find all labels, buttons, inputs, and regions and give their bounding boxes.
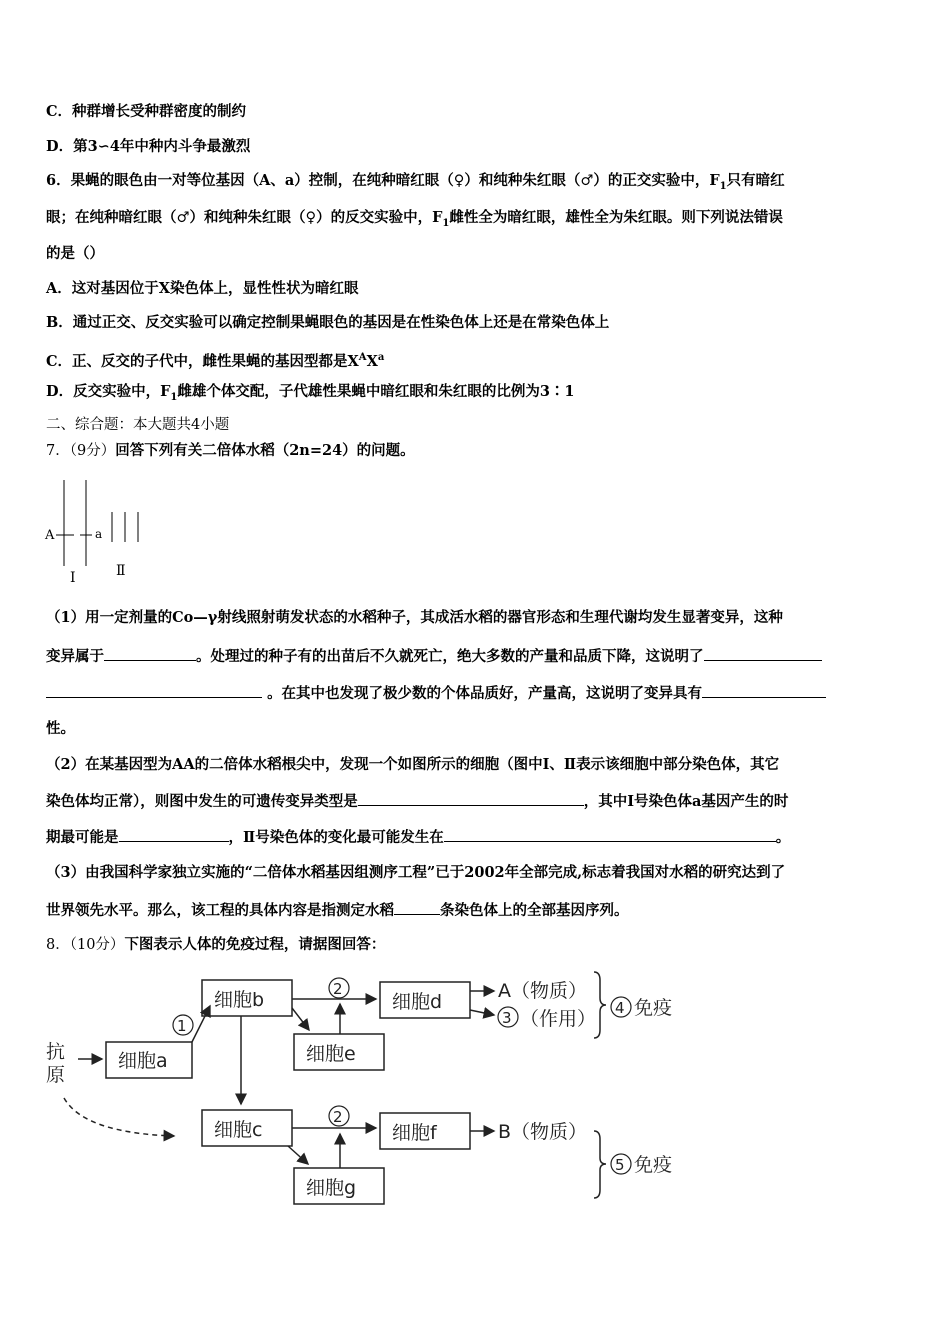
q6-stem-line3: 的是（） bbox=[46, 245, 104, 262]
arrow-antigen-to-c bbox=[64, 1098, 174, 1136]
q7-part2-line3: 期最可能是 ，Ⅱ号染色体的变化最可能发生在 。 bbox=[46, 829, 791, 846]
q6-option-c: C．正、反交的子代中，雌性果蝇的基因型都是$X^AX^a$ bbox=[46, 352, 385, 370]
answer-blank[interactable] bbox=[104, 646, 196, 661]
cell-f-label: 细胞f bbox=[392, 1122, 437, 1144]
output-3-label: （作用） bbox=[520, 1008, 597, 1030]
brace-5 bbox=[594, 1131, 606, 1198]
mark-5: 5 bbox=[615, 1156, 625, 1174]
arrow-d-to-3 bbox=[470, 1010, 494, 1015]
antigen-label-1: 抗 bbox=[46, 1041, 66, 1063]
q6-option-d: D．反交实验中，$F_1$雌雄个体交配，子代雄性果蝇中暗红眼和朱红眼的比例为3∶1 bbox=[46, 383, 575, 403]
label-I: I bbox=[70, 570, 76, 586]
cell-e-label: 细胞e bbox=[306, 1043, 356, 1065]
mark-2-top: 2 bbox=[333, 980, 343, 998]
answer-blank[interactable] bbox=[704, 646, 822, 661]
output-B-label: B（物质） bbox=[498, 1121, 588, 1143]
q7-part3-line2: 世界领先水平。那么，该工程的具体内容是指测定水稻 条染色体上的全部基因序列。 bbox=[46, 902, 629, 919]
arrow-b-to-e bbox=[292, 1008, 309, 1030]
cell-c-label: 细胞c bbox=[214, 1119, 263, 1141]
cell-a-label: 细胞a bbox=[118, 1050, 168, 1072]
q6-option-a: A．这对基因位于X染色体上，显性性状为暗红眼 bbox=[46, 280, 359, 297]
label-a: a bbox=[95, 527, 103, 541]
q7-stem: 7．（9分）回答下列有关二倍体水稻（2n=24）的问题。 bbox=[46, 442, 415, 459]
antigen-label-2: 原 bbox=[46, 1064, 66, 1086]
answer-blank[interactable] bbox=[444, 827, 776, 842]
arrow-a-to-b bbox=[192, 1006, 210, 1042]
mark-4: 4 bbox=[615, 999, 625, 1017]
answer-blank[interactable] bbox=[358, 791, 584, 806]
q7-part2-line2: 染色体均正常），则图中发生的可遗传变异类型是 ，其中Ⅰ号染色体a基因产生的时 bbox=[46, 793, 789, 810]
mark-3: 3 bbox=[502, 1009, 512, 1027]
q6-stem-line2: 眼；在纯种暗红眼（♂）和纯种朱红眼（♀）的反交实验中，$F_1$雌性全为暗红眼，雄性全为朱红眼。则下列说法错误 bbox=[46, 209, 783, 229]
immunity-4-label: 免疫 bbox=[634, 997, 673, 1019]
q7-part2-line1: （2）在某基因型为AA的二倍体水稻根尖中，发现一个如图所示的细胞（图中Ⅰ、Ⅱ表示该细胞中部分染色体，其它 bbox=[46, 756, 780, 773]
q7-part1-line4: 性。 bbox=[46, 720, 75, 737]
chromosome-figure bbox=[44, 478, 154, 588]
label-A: A bbox=[45, 528, 55, 543]
cell-b-label: 细胞b bbox=[214, 989, 265, 1011]
q8-stem: 8．（10分）下图表示人体的免疫过程，请据图回答： bbox=[46, 936, 386, 953]
immunity-5-label: 免疫 bbox=[634, 1154, 673, 1176]
q5-option-d: D．第3∽4年中种内斗争最激烈 bbox=[46, 138, 251, 155]
answer-blank[interactable] bbox=[46, 683, 262, 698]
cell-g-label: 细胞g bbox=[306, 1177, 357, 1199]
q5-option-c: C．种群增长受种群密度的制约 bbox=[46, 103, 247, 120]
q7-part1-line3: 。在其中也发现了极少数的个体品质好，产量高，这说明了变异具有 bbox=[46, 683, 908, 704]
answer-blank[interactable] bbox=[702, 683, 826, 698]
arrow-c-to-g bbox=[288, 1146, 308, 1164]
section-heading: 二、综合题：本大题共4小题 bbox=[46, 417, 230, 433]
answer-blank[interactable] bbox=[119, 827, 229, 842]
mark-2-bottom: 2 bbox=[333, 1108, 343, 1126]
output-A-label: A（物质） bbox=[498, 980, 587, 1002]
mark-1: 1 bbox=[177, 1017, 187, 1035]
q6-stem-line1: 6．果蝇的眼色由一对等位基因（A、a）控制，在纯种暗红眼（♀）和纯种朱红眼（♂）的正交实验中，$F_1$只有暗红 bbox=[46, 172, 785, 192]
q6-option-b: B．通过正交、反交实验可以确定控制果蝇眼色的基因是在性染色体上还是在常染色体上 bbox=[46, 314, 610, 331]
answer-blank[interactable] bbox=[394, 900, 440, 915]
q7-part1-line2: 变异属于 。处理过的种子有的出苗后不久就死亡，绝大多数的产量和品质下降，这说明了 bbox=[46, 646, 908, 667]
label-II: Ⅱ bbox=[116, 563, 126, 579]
q7-part1-line1: （1）用一定剂量的Co—γ射线照射萌发状态的水稻种子，其成活水稻的器官形态和生理代谢均发生显著变异，这种 bbox=[46, 609, 783, 626]
q7-part3-line1: （3）由我国科学家独立实施的“二倍体水稻基因组测序工程”已于2002年全部完成,标志着我国对水稻的研究达到了 bbox=[46, 864, 786, 881]
immune-process-diagram bbox=[44, 968, 712, 1208]
cell-d-label: 细胞d bbox=[392, 991, 443, 1013]
